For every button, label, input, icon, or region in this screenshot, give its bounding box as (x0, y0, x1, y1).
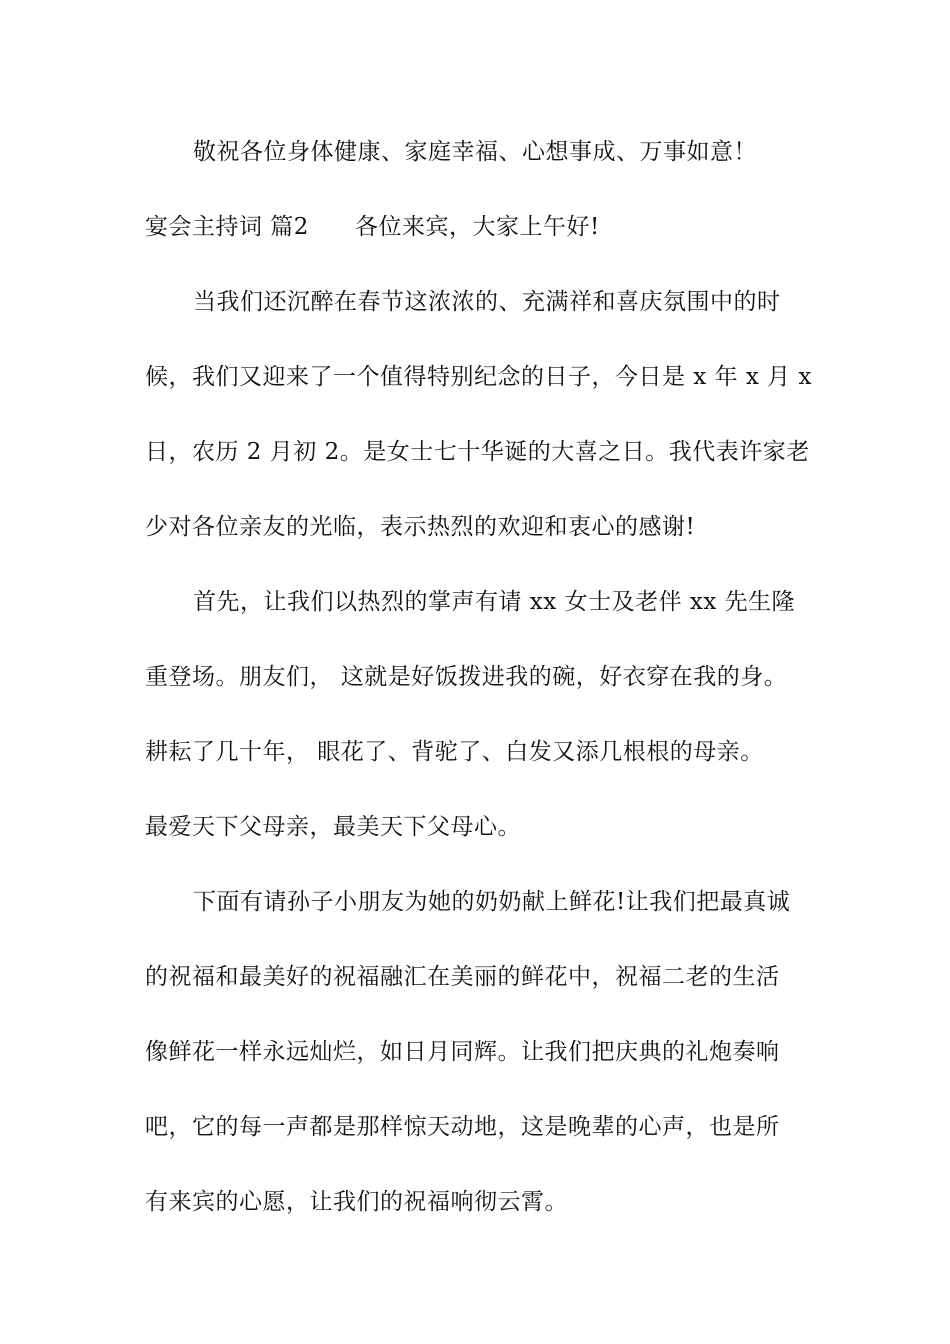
section-heading: 宴会主持词 篇2 (145, 214, 309, 240)
closing-blessing-line: 敬祝各位身体健康、家庭幸福、心想事成、万事如意！ (193, 139, 757, 165)
paragraph-1-line-3: 日，农历 2 月初 2。是女士七十华诞的大喜之日。我代表许家老 (145, 439, 810, 465)
paragraph-3-line-1: 下面有请孙子小朋友为她的奶奶献上鲜花!让我们把最真诚 (193, 889, 791, 915)
paragraph-3-line-4: 吧，它的每一声都是那样惊天动地，这是晚辈的心声，也是所 (145, 1114, 780, 1140)
paragraph-2-line-2: 重登场。朋友们， 这就是好饭拨进我的碗，好衣穿在我的身。 (145, 664, 788, 690)
paragraph-2-line-3: 耕耘了几十年， 眼花了、背驼了、白发又添几根根的母亲。 (145, 739, 764, 765)
paragraph-3-line-3: 像鲜花一样永远灿烂，如日月同辉。让我们把庆典的礼炮奏响 (145, 1039, 780, 1065)
paragraph-1-line-4: 少对各位亲友的光临，表示热烈的欢迎和衷心的感谢! (145, 514, 696, 540)
paragraph-3-line-2: 的祝福和最美好的祝福融汇在美丽的鲜花中，祝福二老的生活 (145, 964, 780, 990)
greeting-text: 各位来宾，大家上午好! (354, 214, 600, 240)
paragraph-2-line-1: 首先，让我们以热烈的掌声有请 xx 女士及老伴 xx 先生隆 (193, 589, 796, 615)
paragraph-2-line-4: 最爱天下父母亲，最美天下父母心。 (145, 814, 521, 840)
paragraph-3-line-5: 有来宾的心愿，让我们的祝福响彻云霄。 (145, 1189, 568, 1215)
paragraph-1-line-1: 当我们还沉醉在春节这浓浓的、充满祥和喜庆氛围中的时 (193, 289, 781, 315)
section-heading-line (145, 212, 600, 242)
paragraph-1-line-2: 候，我们又迎来了一个值得特别纪念的日子，今日是 x 年 x 月 x (145, 364, 812, 390)
